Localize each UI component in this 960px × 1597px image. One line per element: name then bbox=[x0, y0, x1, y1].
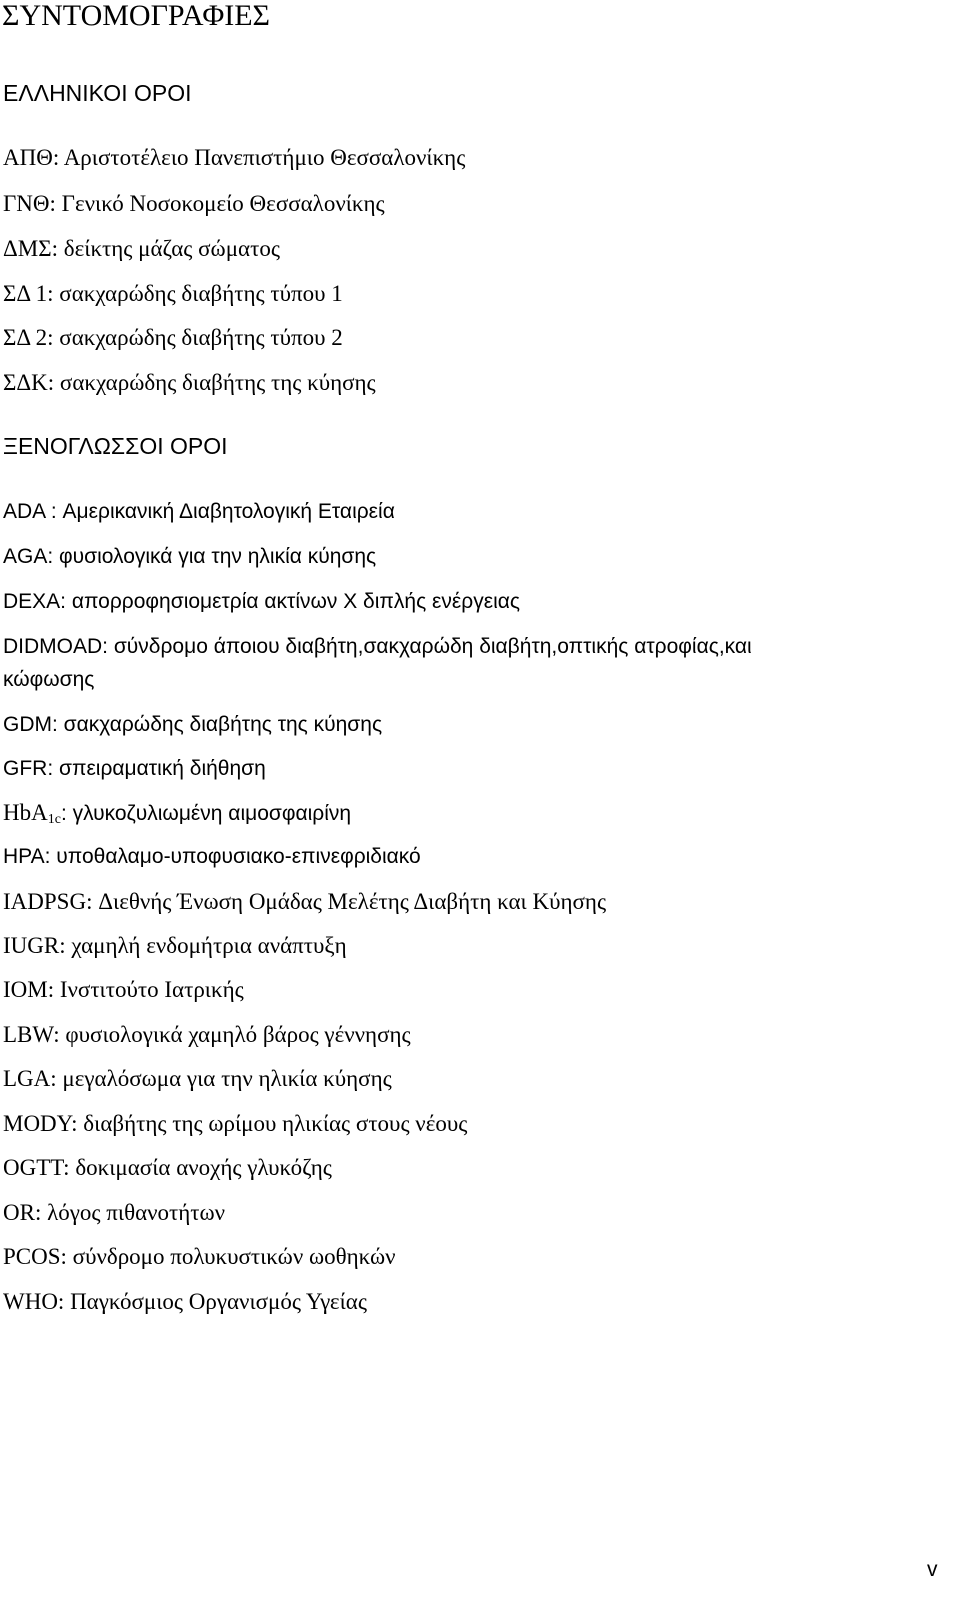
abbreviation-entry: LBW: φυσιολογικά χαμηλό βάρος γέννησης bbox=[3, 1022, 411, 1047]
abbreviation-entry: IUGR: χαμηλή ενδομήτρια ανάπτυξη bbox=[3, 933, 347, 958]
page-number: v bbox=[927, 1558, 938, 1581]
abbreviation-entry: LGA: μεγαλόσωμα για την ηλικία κύησης bbox=[3, 1066, 392, 1091]
abbreviation-entry: GFR: σπειραματική διήθηση bbox=[3, 757, 266, 780]
abbreviation-entry: HPA: υποθαλαμο-υποφυσιακο-επινεφριδιακό bbox=[3, 845, 421, 868]
abbreviation-entry: ΣΔΚ: σακχαρώδης διαβήτης της κύησης bbox=[3, 370, 376, 395]
abbreviation-entry: ΣΔ 1: σακχαρώδης διαβήτης τύπου 1 bbox=[3, 281, 343, 306]
abbreviation-entry: ADA : Αμερικανική Διαβητολογική Εταιρεία bbox=[3, 500, 395, 523]
abbreviation-entry-hba1c bbox=[3, 800, 351, 827]
abbreviation-entry: OGTT: δοκιμασία ανοχής γλυκόζης bbox=[3, 1155, 332, 1180]
abbreviation-prefix: HbA bbox=[3, 800, 48, 825]
abbreviation-entry: ΓΝΘ: Γενικό Νοσοκομείο Θεσσαλονίκης bbox=[3, 191, 385, 216]
abbreviation-entry: PCOS: σύνδρομο πολυκυστικών ωοθηκών bbox=[3, 1244, 396, 1269]
abbreviation-entry: WHO: Παγκόσμιος Οργανισμός Υγείας bbox=[3, 1289, 367, 1314]
abbreviation-entry: ΔΜΣ: δείκτης μάζας σώματος bbox=[3, 236, 280, 261]
abbreviation-entry: ΣΔ 2: σακχαρώδης διαβήτης τύπου 2 bbox=[3, 325, 343, 350]
abbreviation-entry: OR: λόγος πιθανοτήτων bbox=[3, 1200, 226, 1225]
foreign-terms-heading: ΞΕΝΟΓΛΩΣΣΟΙ ΟΡΟΙ bbox=[3, 433, 228, 459]
abbreviation-entry: IADPSG: Διεθνής Ένωση Ομάδας Μελέτης Διαβήτη και Κύησης bbox=[3, 889, 607, 914]
abbreviation-entry: MODY: διαβήτης της ωρίμου ηλικίας στους νέους bbox=[3, 1111, 468, 1136]
page-title: ΣΥΝΤΟΜΟΓΡΑΦΙΕΣ bbox=[2, 0, 271, 32]
abbreviation-entry: ΑΠΘ: Αριστοτέλειο Πανεπιστήμιο Θεσσαλονίκης bbox=[3, 145, 466, 170]
abbreviation-subscript: 1c bbox=[47, 812, 61, 827]
greek-terms-heading: ΕΛΛΗΝΙΚΟΙ ΟΡΟΙ bbox=[3, 80, 192, 106]
abbreviation-entry: DIDMOAD: σύνδρομο άποιου διαβήτη,σακχαρώδη διαβήτη,οπτικής ατροφίας,και bbox=[3, 635, 752, 658]
abbreviation-definition: : γλυκοζυλιωμένη αιμοσφαιρίνη bbox=[60, 802, 352, 825]
abbreviation-entry: DEXA: απορροφησιομετρία ακτίνων Χ διπλής ενέργειας bbox=[3, 590, 520, 613]
abbreviation-entry: GDM: σακχαρώδης διαβήτης της κύησης bbox=[3, 713, 383, 736]
abbreviation-entry: AGA: φυσιολογικά για την ηλικία κύησης bbox=[3, 545, 377, 568]
abbreviation-entry: IOM: Ινστιτούτο Ιατρικής bbox=[3, 977, 244, 1002]
abbreviation-entry-continuation: κώφωσης bbox=[3, 668, 95, 691]
